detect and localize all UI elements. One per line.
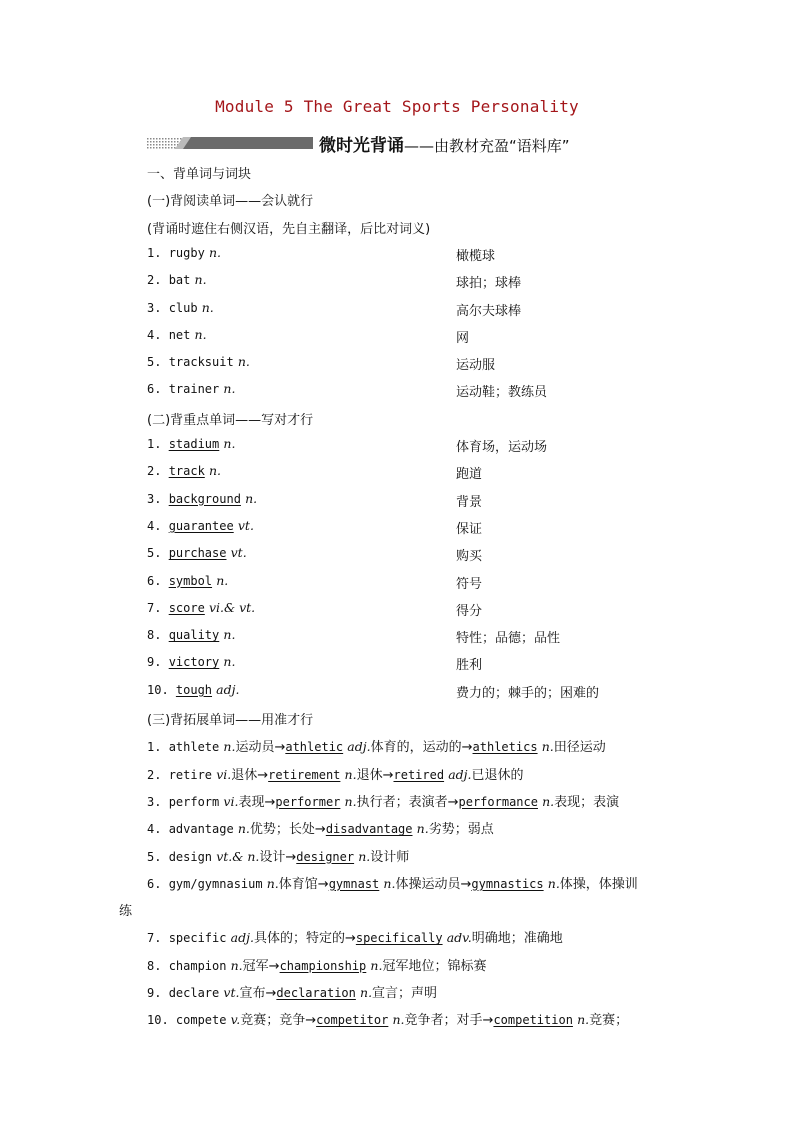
part-of-speech: n. — [370, 957, 383, 973]
list-item — [147, 846, 409, 865]
item-number: 5. — [147, 355, 169, 370]
part-of-speech: adj. — [216, 681, 240, 697]
part-of-speech: n. — [194, 326, 207, 342]
base-word: athlete — [168, 740, 220, 755]
base-word: compete — [175, 1013, 227, 1028]
part-of-speech: n. — [223, 436, 236, 451]
base-word: champion — [168, 958, 227, 973]
list-item — [147, 463, 221, 479]
list-item — [147, 955, 486, 974]
arrow-icon: → — [265, 986, 277, 1001]
word-meaning: 竞赛； — [589, 1013, 629, 1029]
item-number: 6. — [147, 876, 169, 891]
arrow-icon: → — [382, 767, 394, 783]
item-number: 8. — [147, 958, 169, 973]
vocab-word: symbol — [168, 573, 213, 588]
wrapped-text: 练 — [119, 904, 133, 920]
part-of-speech: n. — [223, 381, 236, 397]
page-title: Module 5 The Great Sports Personality — [215, 97, 579, 116]
word-meaning: 冠军地位；锦标赛 — [382, 958, 487, 974]
banner-text — [319, 131, 570, 156]
word-meaning: 优势；长处 — [249, 822, 315, 838]
part-of-speech: vi. — [216, 766, 232, 782]
list-item — [147, 873, 638, 892]
derived-word: specifically — [355, 931, 443, 946]
part-of-speech: vt. — [237, 517, 254, 533]
word-meaning: 球拍；球棒 — [456, 276, 522, 292]
part-of-speech: n. — [392, 1012, 405, 1028]
vocab-word: trainer — [168, 382, 220, 397]
word-meaning: 具体的；特定的 — [253, 931, 345, 947]
derived-word: declaration — [276, 986, 356, 1000]
word-meaning: 运动服 — [456, 358, 496, 374]
word-meaning: 表现 — [238, 794, 265, 810]
part-of-speech: n. — [223, 739, 236, 755]
part-of-speech: n. — [208, 244, 221, 260]
part-of-speech: n. — [542, 793, 555, 809]
list-item — [147, 245, 221, 261]
item-number: 3. — [147, 300, 169, 315]
word-meaning: 冠军 — [242, 958, 269, 974]
list-item — [147, 927, 563, 946]
base-word: declare — [168, 986, 220, 1000]
part-of-speech: n. — [216, 572, 229, 588]
derived-word: athletic — [285, 740, 344, 755]
vocab-word: track — [168, 464, 205, 479]
arrow-icon: → — [461, 740, 473, 756]
part-of-speech: adj. — [347, 739, 371, 755]
word-meaning: 明确地；准确地 — [471, 931, 563, 947]
word-meaning: 体育馆 — [278, 876, 318, 892]
word-meaning: 高尔夫球棒 — [456, 303, 522, 319]
list-item — [147, 654, 235, 670]
list-item — [147, 818, 494, 837]
part-of-speech: n. — [201, 299, 214, 315]
vocab-word: score — [168, 600, 205, 615]
section-heading: 一、背单词与词块 — [147, 167, 252, 182]
subsection-heading: (一)背阅读单词——会认就行 — [147, 194, 314, 210]
list-item — [147, 518, 254, 534]
part-of-speech: vt. — [223, 985, 240, 1000]
list-item — [147, 791, 619, 810]
base-word: design — [168, 849, 213, 864]
part-of-speech: n. — [541, 739, 554, 755]
vocab-word: bat — [168, 273, 191, 288]
derived-word: performance — [458, 794, 538, 809]
banner-sub: ——由教材充盈“语料库” — [404, 136, 570, 155]
base-word: gym/gymnasium — [168, 876, 263, 891]
word-meaning: 体育场，运动场 — [456, 440, 548, 455]
word-meaning: 得分 — [456, 603, 483, 619]
word-meaning: 竞争者；对手 — [404, 1013, 483, 1029]
item-number: 8. — [147, 628, 169, 643]
vocab-word: victory — [168, 655, 220, 670]
item-number: 3. — [147, 794, 169, 809]
word-meaning: 退休 — [356, 767, 383, 783]
list-item — [147, 627, 235, 643]
part-of-speech: n. — [237, 821, 250, 837]
list-item — [147, 982, 437, 1001]
item-number: 1. — [147, 437, 169, 451]
derived-word: competitor — [316, 1013, 389, 1028]
list-item — [147, 600, 255, 616]
part-of-speech: adv. — [446, 930, 472, 946]
word-meaning: 田径运动 — [553, 740, 606, 756]
part-of-speech: n. — [383, 875, 396, 891]
part-of-speech: n. — [344, 766, 357, 782]
item-number: 2. — [147, 767, 169, 782]
word-meaning: 设计 — [259, 849, 286, 865]
word-meaning: 体操运动员 — [395, 876, 461, 892]
vocab-word: tough — [175, 682, 213, 697]
list-item — [147, 436, 235, 452]
list-item — [147, 327, 207, 343]
item-number: 9. — [147, 655, 169, 670]
derived-word: retirement — [268, 767, 341, 782]
item-number: 3. — [147, 491, 169, 506]
part-of-speech: n. — [416, 821, 429, 837]
derived-word: championship — [279, 958, 367, 973]
word-meaning: 费力的；棘手的；困难的 — [456, 685, 600, 701]
arrow-icon: → — [268, 958, 280, 974]
vocab-word: tracksuit — [168, 355, 234, 370]
item-number: 7. — [147, 600, 169, 615]
list-item — [147, 764, 524, 783]
word-meaning: 跑道 — [456, 467, 483, 483]
list-item — [147, 1009, 628, 1028]
arrow-icon: → — [274, 740, 286, 756]
list-item — [147, 491, 257, 507]
part-of-speech: n. — [344, 793, 357, 809]
vocab-word: rugby — [168, 245, 205, 260]
arrow-icon: → — [285, 849, 297, 865]
part-of-speech: v. — [230, 1012, 241, 1028]
item-number: 6. — [147, 573, 169, 588]
part-of-speech: n. — [266, 875, 279, 891]
derived-word: performer — [275, 794, 341, 809]
word-meaning: 橄榄球 — [456, 248, 496, 264]
vocab-word: stadium — [168, 437, 220, 451]
part-of-speech: adj. — [230, 930, 254, 946]
arrow-icon: → — [317, 876, 329, 892]
subsection-heading: (三)背拓展单词——用准才行 — [147, 713, 314, 728]
word-meaning: 设计师 — [370, 849, 410, 865]
word-meaning: 执行者；表演者 — [356, 794, 448, 810]
word-meaning: 表现；表演 — [554, 794, 620, 810]
item-number: 1. — [147, 740, 169, 755]
derived-word: gymnast — [328, 876, 380, 891]
word-meaning: 运动鞋；教练员 — [456, 385, 548, 401]
arrow-icon: → — [447, 794, 459, 810]
item-number: 2. — [147, 273, 169, 288]
arrow-icon: → — [257, 767, 269, 783]
list-item — [147, 736, 606, 755]
part-of-speech: n. — [223, 654, 236, 670]
vocab-word: purchase — [168, 546, 227, 561]
vocab-word: net — [168, 327, 191, 342]
part-of-speech: n. — [358, 848, 371, 864]
word-meaning: 胜利 — [456, 658, 483, 674]
word-meaning: 符号 — [456, 576, 483, 592]
item-number: 10. — [147, 1013, 176, 1028]
part-of-speech: n. — [237, 354, 250, 370]
word-meaning: 退休 — [231, 767, 258, 783]
vocab-word: guarantee — [168, 518, 234, 533]
word-meaning: 竞赛；竞争 — [240, 1013, 306, 1029]
derived-word: disadvantage — [325, 822, 413, 837]
item-number: 4. — [147, 822, 169, 837]
derived-word: competition — [493, 1013, 573, 1028]
item-number: 10. — [147, 682, 176, 697]
word-meaning: 体育的，运动的 — [370, 740, 462, 756]
item-number: 2. — [147, 464, 169, 479]
base-word: specific — [168, 931, 227, 946]
list-item — [147, 300, 214, 316]
subsection-heading: (二)背重点单词——写对才行 — [147, 412, 314, 428]
list-item — [147, 354, 250, 370]
part-of-speech: n. — [223, 627, 236, 643]
word-meaning: 特性；品德；品性 — [456, 631, 561, 647]
part-of-speech: n. — [360, 985, 373, 1000]
arrow-icon: → — [344, 931, 356, 947]
part-of-speech: n. — [194, 272, 207, 288]
part-of-speech: n. — [577, 1012, 590, 1028]
list-item — [147, 545, 247, 561]
word-meaning: 背景 — [456, 494, 483, 510]
part-of-speech: adj. — [448, 766, 472, 782]
part-of-speech: n. — [547, 875, 560, 891]
part-of-speech: n. — [208, 463, 221, 479]
part-of-speech: vi.& vt. — [208, 599, 256, 615]
part-of-speech: n. — [245, 490, 258, 506]
section-banner — [147, 131, 570, 155]
item-number: 9. — [147, 986, 169, 1000]
arrow-icon: → — [482, 1013, 494, 1029]
word-meaning: 网 — [456, 330, 470, 346]
word-meaning: 已退休的 — [471, 767, 524, 783]
derived-word: athletics — [472, 740, 538, 755]
banner-main: 微时光背诵 — [319, 135, 404, 156]
item-number: 5. — [147, 849, 169, 864]
list-item — [147, 381, 235, 397]
word-meaning: 保证 — [456, 521, 483, 537]
base-word: retire — [168, 767, 213, 782]
list-item — [147, 272, 207, 288]
instruction-note: (背诵时遮住右侧汉语，先自主翻译，后比对词义) — [147, 221, 431, 237]
vocab-word: quality — [168, 628, 220, 643]
arrow-icon: → — [305, 1013, 317, 1029]
vocab-word: background — [168, 491, 241, 506]
word-meaning: 运动员 — [235, 740, 275, 756]
part-of-speech: n. — [230, 957, 243, 973]
word-meaning: 体操，体操训 — [559, 876, 638, 892]
part-of-speech: vt. — [230, 545, 247, 561]
item-number: 5. — [147, 546, 169, 561]
banner-stripe-graphic — [147, 135, 313, 151]
item-number: 4. — [147, 327, 169, 342]
part-of-speech: vi. — [223, 793, 239, 809]
base-word: advantage — [168, 822, 234, 837]
arrow-icon: → — [314, 822, 326, 838]
derived-word: retired — [393, 767, 445, 782]
item-number: 7. — [147, 931, 169, 946]
item-number: 4. — [147, 518, 169, 533]
item-number: 1. — [147, 245, 169, 260]
part-of-speech: vt.& n. — [216, 848, 260, 864]
word-meaning: 宣布 — [239, 986, 266, 1001]
item-number: 6. — [147, 382, 169, 397]
word-meaning: 购买 — [456, 549, 483, 565]
word-meaning: 劣势；弱点 — [428, 822, 494, 838]
vocab-word: club — [168, 300, 198, 315]
derived-word: gymnastics — [471, 876, 544, 891]
arrow-icon: → — [264, 794, 276, 810]
derived-word: designer — [296, 849, 355, 864]
list-item — [147, 573, 228, 589]
word-meaning: 宣言；声明 — [372, 986, 438, 1001]
base-word: perform — [168, 794, 220, 809]
arrow-icon: → — [460, 876, 472, 892]
list-item — [147, 682, 239, 698]
